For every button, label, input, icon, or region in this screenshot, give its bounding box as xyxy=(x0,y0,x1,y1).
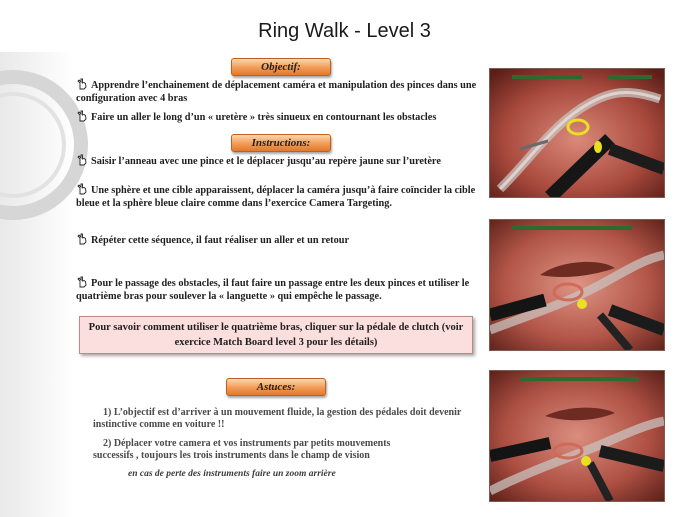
objectif-heading: Objectif: xyxy=(231,58,331,76)
tip-2: 2) Déplacer votre camera et vos instruments par petits mouvements successifs , toujours les trois instruments dans le champ de vision xyxy=(93,438,391,461)
instruction-4: Pour le passage des obstacles, il faut faire un passage entre les deux pinces et utiliser le quatrième bras pour soulever la « languette » qui empêche le passage. xyxy=(76,278,470,302)
instruction-1: Saisir l’anneau avec une pince et le déplacer jusqu’au repère jaune sur l’uretère xyxy=(76,154,486,168)
astuces-heading: Astuces: xyxy=(226,378,326,396)
pointing-hand-icon xyxy=(76,276,88,288)
pointing-hand-icon xyxy=(76,78,88,90)
simulation-screenshot-3 xyxy=(489,370,665,502)
objective-2: Faire un aller le long d’un « uretère » très sinueux en contournant les obstacles xyxy=(76,110,486,124)
instructions-heading: Instructions: xyxy=(231,134,331,152)
pointing-hand-icon xyxy=(76,110,88,122)
tip-note: en cas de perte des instruments faire un zoom arrière xyxy=(128,469,336,479)
instruction-3: Répéter cette séquence, il faut réaliser un aller et un retour xyxy=(76,233,486,247)
simulation-screenshot-2 xyxy=(489,219,665,351)
pointing-hand-icon xyxy=(76,183,88,195)
tip-1: 1) L’objectif est d’arriver à un mouvement fluide, la gestion des pédales doit devenir instinctive comme en voiture !! xyxy=(93,407,462,430)
simulation-screenshot-1 xyxy=(489,68,665,198)
fourth-arm-callout: Pour savoir comment utiliser le quatrième bras, cliquer sur la pédale de clutch (voir exercice Match Board level 3 pour les détails) xyxy=(79,316,473,354)
objective-1: Apprendre l’enchainement de déplacement caméra et manipulation des pinces dans une configuration avec 4 bras xyxy=(76,80,477,104)
pointing-hand-icon xyxy=(76,154,88,166)
pointing-hand-icon xyxy=(76,233,88,245)
page-title: Ring Walk - Level 3 xyxy=(258,20,431,42)
instruction-2: Une sphère et une cible apparaissent, déplacer la caméra jusqu’à faire coïncider la cible bleue et la sphère bleue claire comme dans l’exercice Camera Targeting. xyxy=(76,185,476,209)
